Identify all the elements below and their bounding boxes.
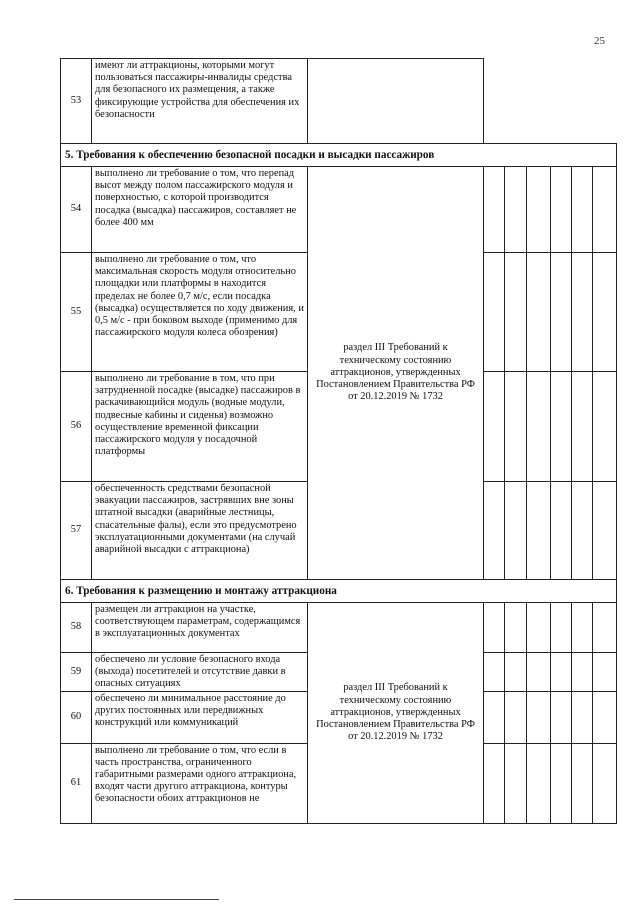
requirement-text: выполнено ли требование о том, что перепад высот между полом пассажирского модуля и поверхностью, с которой производится посадка (высадка) пассажиров, составляет не более 400 мм — [92, 167, 308, 253]
answer-cell — [484, 691, 505, 743]
table-row — [61, 59, 617, 144]
answer-cell — [484, 253, 505, 372]
answer-cell — [505, 743, 527, 823]
answer-cell — [593, 167, 617, 253]
row-number: 58 — [61, 603, 92, 653]
table-row — [61, 167, 617, 253]
section-header — [61, 144, 617, 167]
row-number: 59 — [61, 653, 92, 692]
answer-cell — [527, 653, 551, 692]
answer-cell — [593, 253, 617, 372]
answer-cell — [527, 603, 551, 653]
answer-cell — [484, 603, 505, 653]
answer-cell — [572, 482, 593, 580]
answer-cell — [527, 372, 551, 482]
answer-cell — [572, 691, 593, 743]
row-number: 56 — [61, 372, 92, 482]
answer-cell — [505, 691, 527, 743]
blank-cell — [484, 59, 617, 144]
answer-cell — [484, 372, 505, 482]
row-number: 54 — [61, 167, 92, 253]
requirement-text: имеют ли аттракционы, которыми могут пользоваться пассажиры-инвалиды средства для безопасного их размещения, а также фиксирующие устройства для обеспечения их безопасности — [92, 59, 308, 144]
answer-cell — [505, 482, 527, 580]
row-number: 61 — [61, 743, 92, 823]
answer-cell — [505, 167, 527, 253]
answer-cell — [572, 253, 593, 372]
answer-cell — [505, 372, 527, 482]
answer-cell — [551, 167, 572, 253]
answer-cell — [527, 253, 551, 372]
answer-cell — [572, 743, 593, 823]
answer-cell — [551, 372, 572, 482]
requirement-text: обеспеченность средствами безопасной эвакуации пассажиров, застрявших вне зоны штатной высадки (аварийные лестницы, спасательные фалы), если это предусмотрено эксплуатационными документами (на случай аварийной высадки с аттракциона) — [92, 482, 308, 580]
section-title: 6. Требования к размещению и монтажу аттракциона — [61, 580, 617, 603]
answer-cell — [527, 743, 551, 823]
answer-cell — [551, 253, 572, 372]
answer-cell — [527, 482, 551, 580]
page-number: 25 — [594, 35, 605, 47]
answer-cell — [593, 372, 617, 482]
legal-reference: раздел III Требований к техническому состоянию аттракционов, утвержденных Постановлением Правительства РФ от 20.12.2019 № 1732 — [308, 603, 484, 824]
answer-cell — [551, 653, 572, 692]
answer-cell — [593, 482, 617, 580]
answer-cell — [593, 603, 617, 653]
answer-cell — [551, 743, 572, 823]
answer-cell — [572, 653, 593, 692]
answer-cell — [551, 603, 572, 653]
answer-cell — [572, 167, 593, 253]
row-number: 60 — [61, 691, 92, 743]
answer-cell — [551, 482, 572, 580]
answer-cell — [527, 691, 551, 743]
row-number: 57 — [61, 482, 92, 580]
requirement-text: выполнено ли требование в том, что при затрудненной посадке (высадке) пассажиров в раскачивающийся модуль (водные модули, подвесные кабины и сиденья) возможно осуществление временной фиксации пассажирского модуля у посадочной платформы — [92, 372, 308, 482]
answer-cell — [484, 743, 505, 823]
legal-reference: раздел III Требований к техническому состоянию аттракционов, утвержденных Постановлением Правительства РФ от 20.12.2019 № 1732 — [308, 167, 484, 580]
table-row — [61, 603, 617, 653]
answer-cell — [505, 653, 527, 692]
answer-cell — [572, 603, 593, 653]
answer-cell — [593, 653, 617, 692]
footnote-divider — [14, 899, 219, 900]
answer-cell — [484, 653, 505, 692]
requirement-text: выполнено ли требование о том, что если в часть пространства, ограниченного габаритными размерами одного аттракциона, входят части другого аттракциона, контуры безопасности обоих аттракционов не — [92, 743, 308, 823]
section-title: 5. Требования к обеспечению безопасной посадки и высадки пассажиров — [61, 144, 617, 167]
requirement-text: размещен ли аттракцион на участке, соответствующем параметрам, содержащимся в эксплуатационных документах — [92, 603, 308, 653]
answer-cell — [572, 372, 593, 482]
answer-cell — [551, 691, 572, 743]
answer-cell — [484, 167, 505, 253]
answer-cell — [593, 743, 617, 823]
answer-cell — [593, 691, 617, 743]
row-number: 55 — [61, 253, 92, 372]
answer-cell — [505, 603, 527, 653]
row-number: 53 — [61, 59, 92, 144]
answer-cell — [527, 167, 551, 253]
requirement-text: обеспечено ли условие безопасного входа (выхода) посетителей и отсутствие давки в опасных ситуациях — [92, 653, 308, 692]
answer-cell — [505, 253, 527, 372]
requirement-text: обеспечено ли минимальное расстояние до других постоянных или передвижных конструкций или коммуникаций — [92, 691, 308, 743]
requirement-text: выполнено ли требование о том, что максимальная скорость модуля относительно площадки или платформы в находится пределах не более 0,7 м/с, если посадка (высадка) осуществляется по ходу движения, и 0,5 м/с - при боковом выходе (применимо для пассажирского модуля колеса обозрения) — [92, 253, 308, 372]
answer-cell — [484, 482, 505, 580]
checklist-table — [60, 58, 617, 824]
section-header — [61, 580, 617, 603]
legal-reference-cell — [308, 59, 484, 144]
